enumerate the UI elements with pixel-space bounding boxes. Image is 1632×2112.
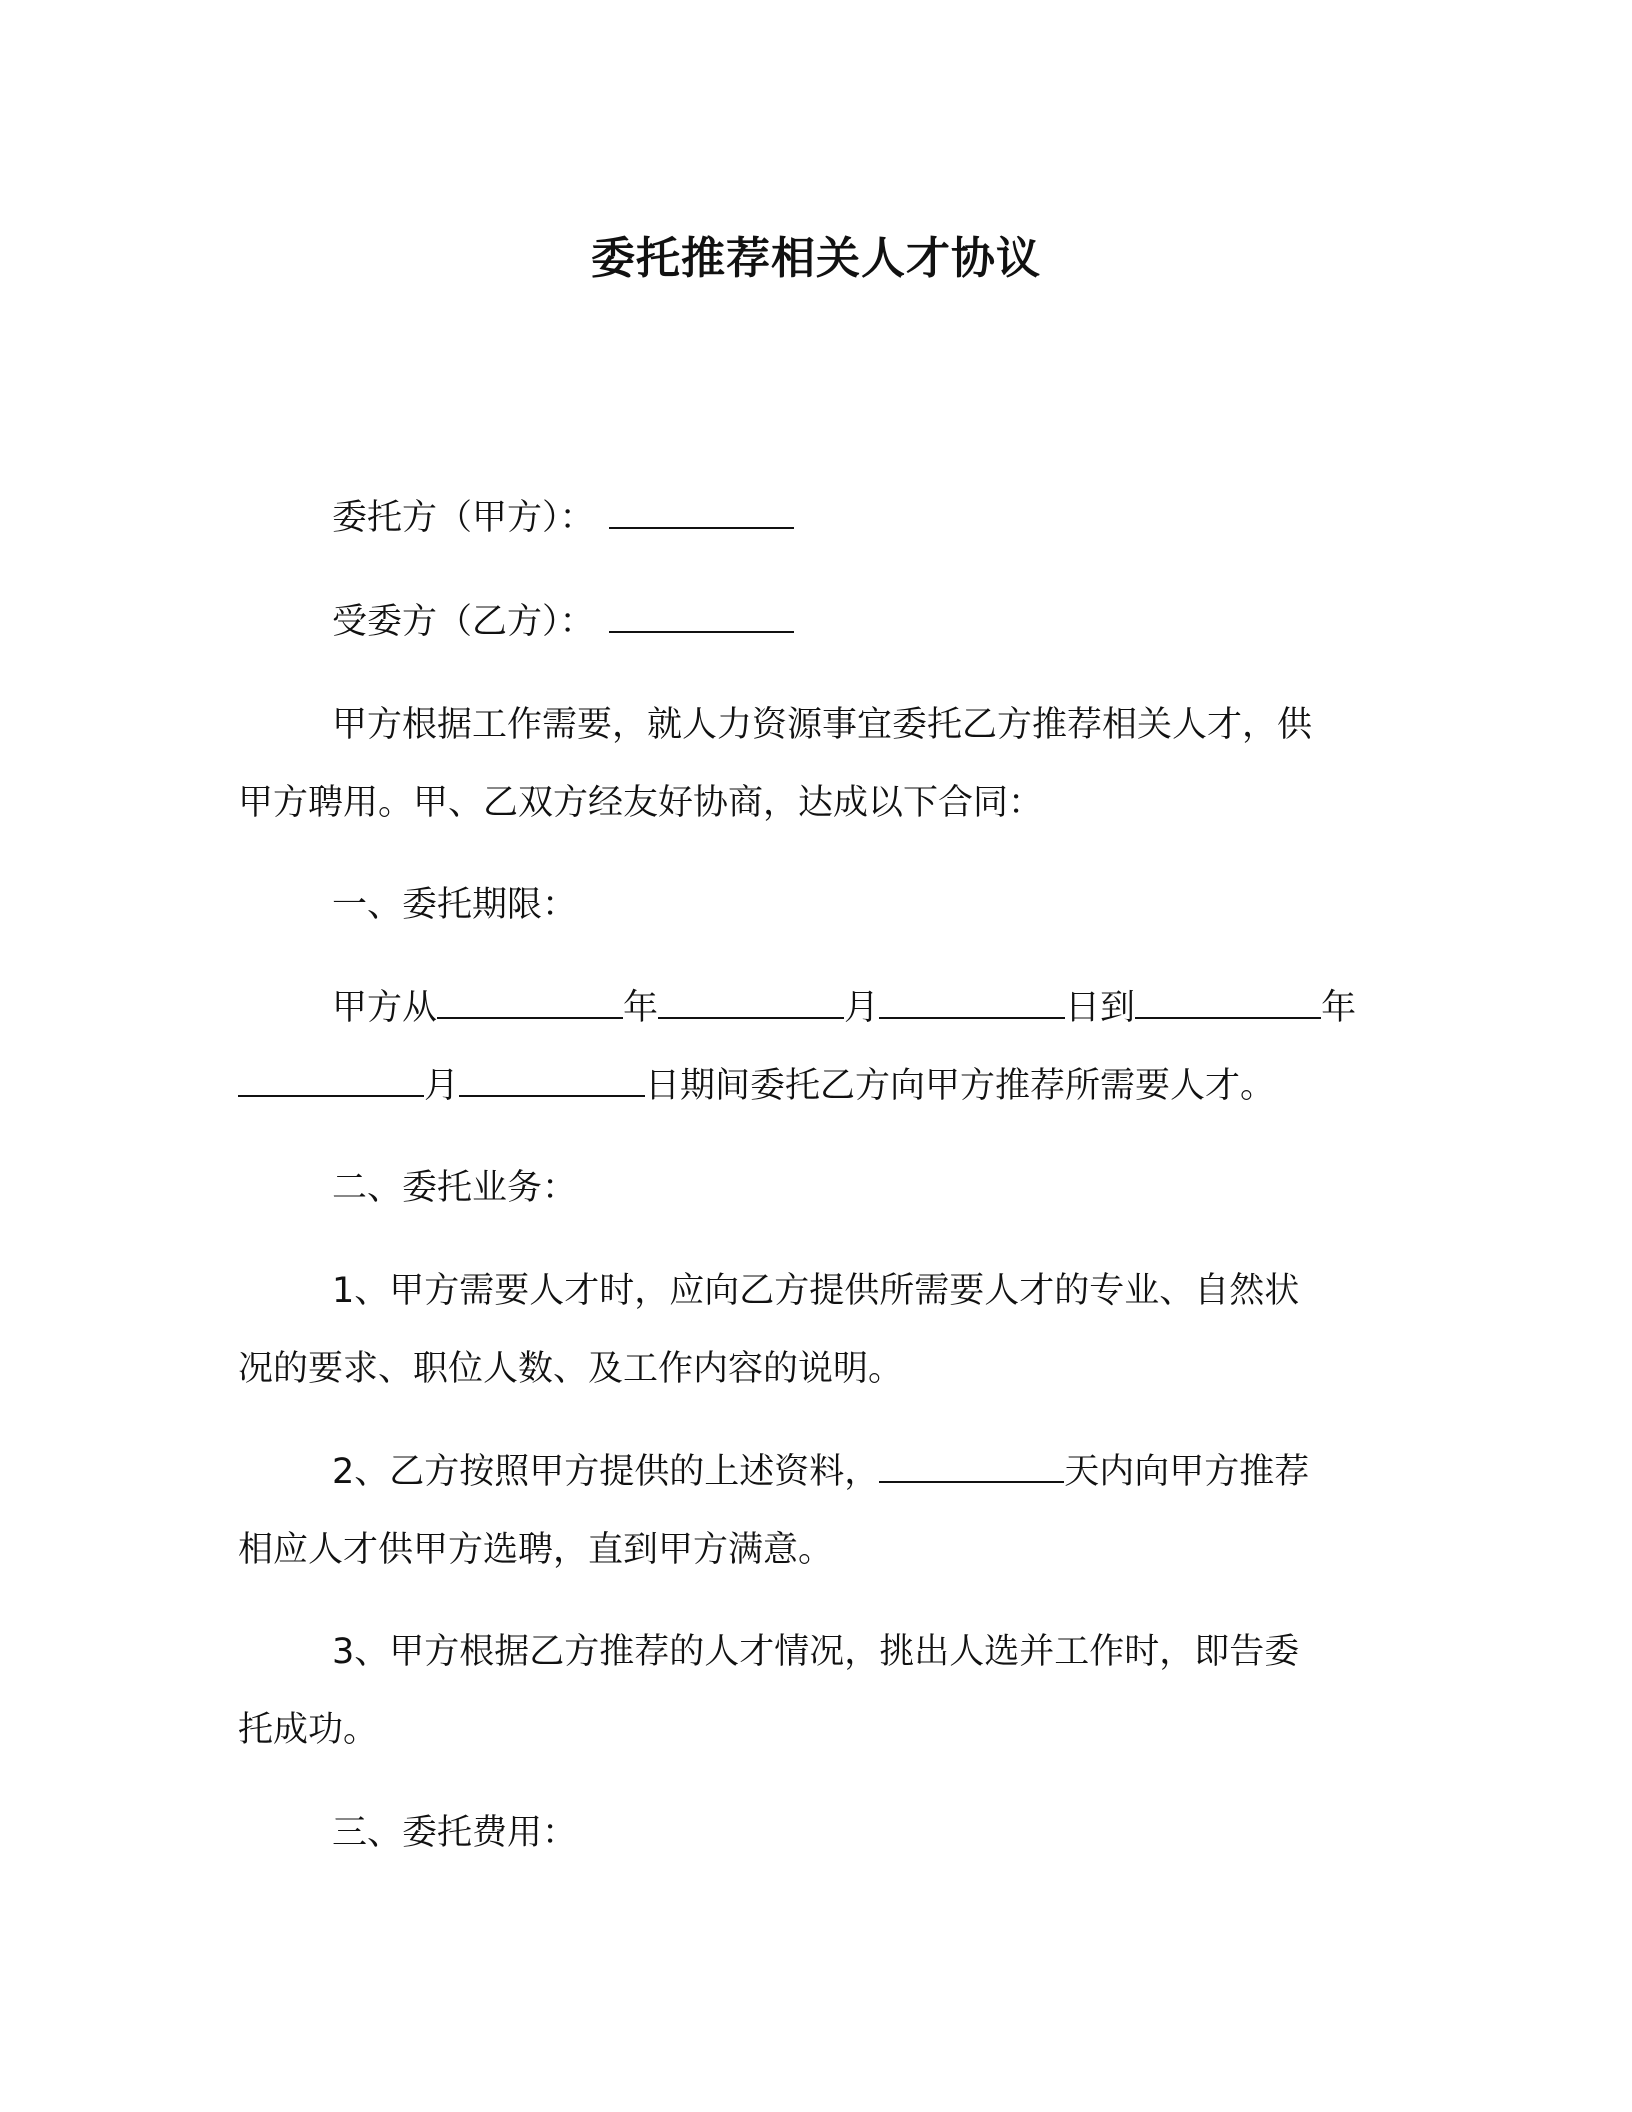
item2-line-2: 相应人才供甲方选聘，直到甲方满意。 — [238, 1530, 834, 1570]
intro-line-1: 甲方根据工作需要，就人力资源事宜委托乙方推荐相关人才，供 — [332, 705, 1313, 745]
days-blank — [879, 1451, 1064, 1483]
party-a-blank — [609, 497, 794, 529]
party-b-line — [332, 597, 794, 647]
start-year-unit: 年 — [623, 988, 659, 1028]
section2-heading: 二、委托业务： — [332, 1168, 578, 1208]
start-year-blank — [437, 987, 623, 1019]
party-b-label: 受委方（乙方）： — [332, 602, 595, 642]
item2-suffix: 天内向甲方推荐 — [1064, 1452, 1310, 1492]
start-month-blank — [658, 987, 844, 1019]
start-day-blank — [879, 987, 1065, 1019]
term-line-1 — [332, 983, 1356, 1033]
document-title: 委托推荐相关人才协议 — [591, 233, 1041, 284]
end-month-blank — [238, 1065, 424, 1097]
start-month-unit: 月 — [844, 988, 880, 1028]
end-year-unit: 年 — [1321, 988, 1357, 1028]
item3-line-2: 托成功。 — [238, 1710, 379, 1750]
item3-line-1: 3、甲方根据乙方推荐的人才情况，挑出人选并工作时，即告委 — [332, 1632, 1300, 1672]
term-from-label: 甲方从 — [332, 988, 438, 1028]
intro-line-2: 甲方聘用。甲、乙双方经友好协商，达成以下合同： — [238, 783, 1044, 823]
section3-heading: 三、委托费用： — [332, 1813, 578, 1853]
section1-heading: 一、委托期限： — [332, 885, 578, 925]
item2-prefix: 2、乙方按照甲方提供的上述资料， — [332, 1452, 880, 1492]
item1-line-2: 况的要求、职位人数、及工作内容的说明。 — [238, 1349, 904, 1389]
term-suffix: 日期间委托乙方向甲方推荐所需要人才。 — [645, 1066, 1276, 1106]
term-line-2 — [238, 1061, 1275, 1111]
party-b-blank — [609, 601, 794, 633]
item2-line-1 — [332, 1447, 1309, 1497]
item1-line-1: 1、甲方需要人才时，应向乙方提供所需要人才的专业、自然状 — [332, 1271, 1300, 1311]
party-a-label: 委托方（甲方）： — [332, 498, 595, 538]
end-year-blank — [1135, 987, 1321, 1019]
start-day-to-unit: 日到 — [1065, 988, 1136, 1028]
party-a-line — [332, 493, 794, 543]
end-day-blank — [459, 1065, 645, 1097]
end-month-unit: 月 — [424, 1066, 460, 1106]
